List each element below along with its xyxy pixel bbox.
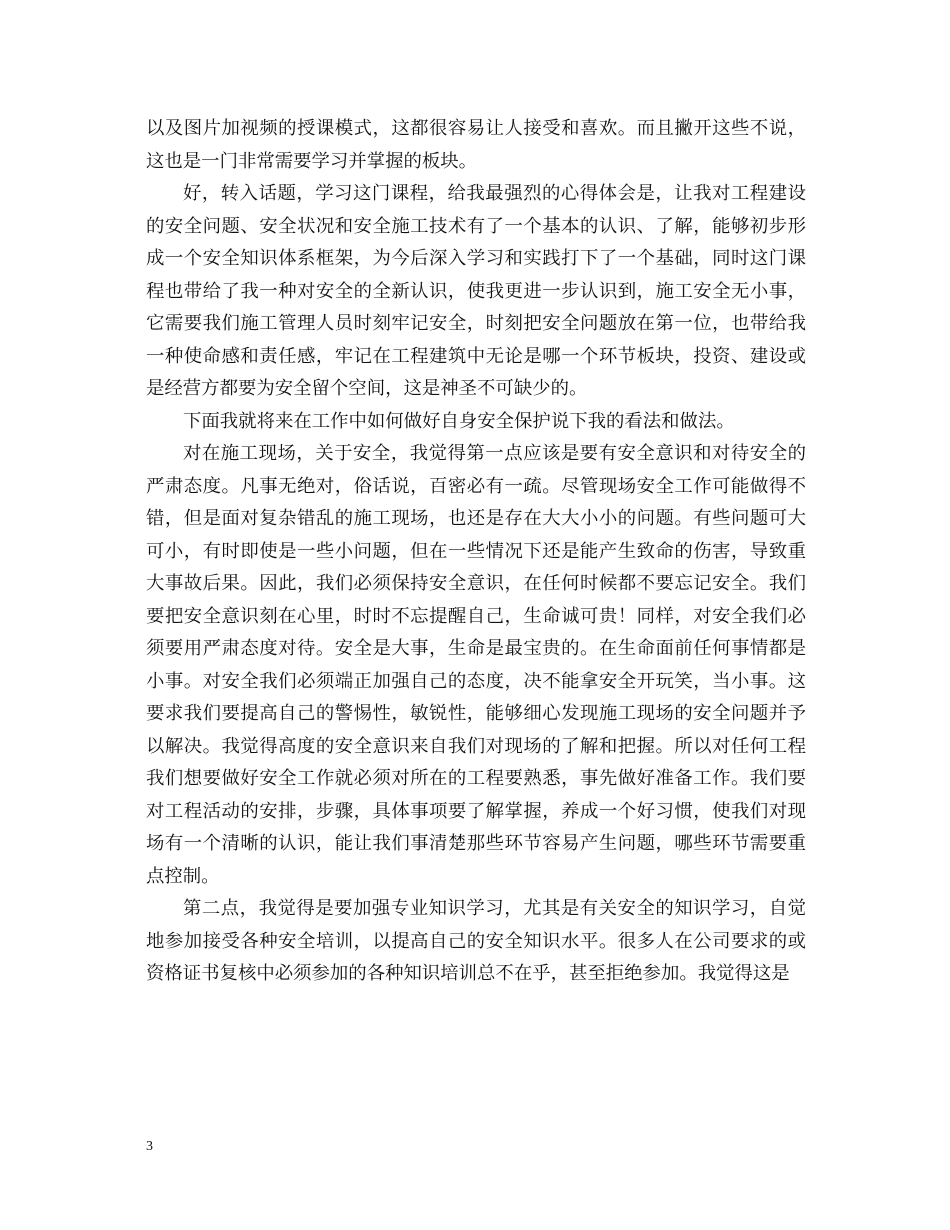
page-number: 3 bbox=[146, 1139, 153, 1154]
paragraph-3: 下面我就将来在工作中如何做好自身安全保护说下我的看法和做法。 bbox=[183, 410, 735, 432]
paragraph-1: 以及图片加视频的授课模式，这都很容易让人接受和喜欢。而且撇开这些不说，这也是一门非常需要学习并掌握的板块。 bbox=[146, 118, 806, 172]
body-text bbox=[146, 113, 806, 991]
paragraph-5: 第二点，我觉得是要加强专业知识学习，尤其是有关安全的知识学习，自觉地参加接受各种安全培训，以提高自己的安全知识水平。很多人在公司要求的或资格证书复核中必须参加的各种知识培训总不在乎，甚至拒绝参加。我觉得这是 bbox=[146, 898, 806, 984]
paragraph-4: 对在施工现场，关于安全，我觉得第一点应该是要有安全意识和对待安全的严肃态度。凡事无绝对，俗话说，百密必有一疏。尽管现场安全工作可能做得不错，但是面对复杂错乱的施工现场，也还是存在大大小小的问题。有些问题可大可小，有时即使是一些小问题，但在一些情况下还是能产生致命的伤害，导致重大事故后果。因此，我们必须保持安全意识，在任何时候都不要忘记安全。我们要把安全意识刻在心里，时时不忘提醒自己，生命诚可贵！同样，对安全我们必须要用严肃态度对待。安全是大事，生命是最宝贵的。在生命面前任何事情都是小事。对安全我们必须端正加强自己的态度，决不能拿安全开玩笑，当小事。这要求我们要提高自己的警惕性，敏锐性，能够细心发现施工现场的安全问题并予以解决。我觉得高度的安全意识来自我们对现场的了解和把握。所以对任何工程我们想要做好安全工作就必须对所在的工程要熟悉，事先做好准备工作。我们要对工程活动的安排，步骤，具体事项要了解掌握，养成一个好习惯，使我们对现场有一个清晰的认识，能让我们事清楚那些环节容易产生问题，哪些环节需要重点控制。 bbox=[146, 443, 806, 887]
paragraph-2: 好，转入话题，学习这门课程，给我最强烈的心得体会是，让我对工程建设的安全问题、安全状况和安全施工技术有了一个基本的认识、了解，能够初步形成一个安全知识体系框架，为今后深入学习和实践打下了一个基础，同时这门课程也带给了我一种对安全的全新认识，使我更进一步认识到，施工安全无小事，它需要我们施工管理人员时刻牢记安全，时刻把安全问题放在第一位，也带给我一种使命感和责任感，牢记在工程建筑中无论是哪一个环节板块，投资、建设或是经营方都要为安全留个空间，这是神圣不可缺少的。 bbox=[146, 183, 806, 399]
